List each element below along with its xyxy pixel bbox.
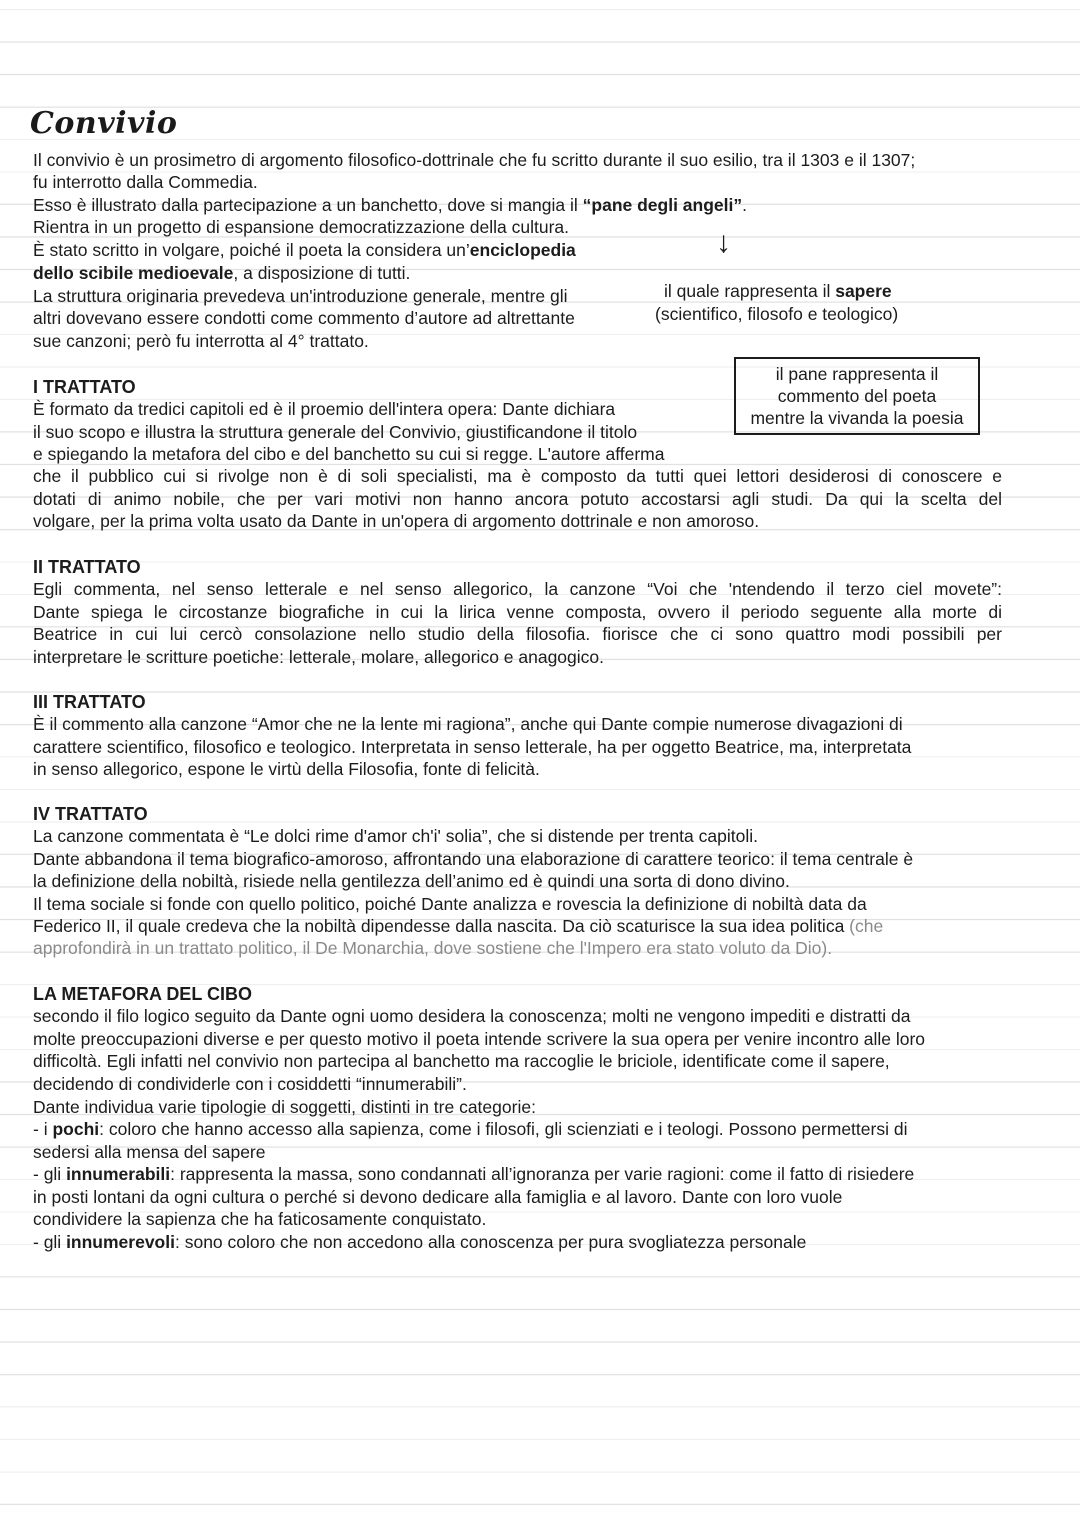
body-line: interpretare le scritture poetiche: letterale, molare, allegorico e anagogico. (33, 647, 605, 667)
body-line: È il commento alla canzone “Amor che ne la lente mi ragiona”, anche qui Dante compie numerose divagazioni di (33, 714, 903, 734)
body-line: decidendo di condividerle con i cosiddetti “innumerabili”. (33, 1074, 467, 1094)
body-line: La canzone commentata è “Le dolci rime d'amor ch'i' solia”, che si distende per trenta capitoli. (33, 826, 758, 846)
page-title: Convivio (30, 106, 178, 141)
section-heading: IV TRATTATO (33, 804, 148, 824)
intro-line: La struttura originaria prevedeva un'introduzione generale, mentre gli (33, 286, 568, 306)
note-box (734, 357, 980, 435)
list-item: - i pochi: coloro che hanno accesso alla sapienza, come i filosofi, gli scienziati e i teologi. Possono permettersi di (33, 1119, 908, 1139)
intro-line: È stato scritto in volgare, poiché il poeta la considera un’enciclopedia (33, 240, 576, 260)
note-box-line: mentre la vivanda la poesia (750, 408, 964, 428)
section-heading: II TRATTATO (33, 557, 141, 577)
body-line: Beatrice in cui lui cercò consolazione nello studio della filosofia. fiorisce che ci sono quattro modi possibili per (33, 624, 1002, 644)
body-line: dotati di animo nobile, che per vari motivi non hanno ancora potuto accostarsi agli studi. Da qui la scelta del (33, 489, 1002, 509)
note-box-line: commento del poeta (777, 386, 937, 406)
body-line: e spiegando la metafora del cibo e del banchetto su cui si regge. L'autore afferma (33, 444, 665, 464)
body-line: il suo scopo e illustra la struttura generale del Convivio, giustificandone il titolo (33, 422, 638, 442)
body-line: che il pubblico cui si rivolge non è di soli specialisti, ma è composto da tutti quei lettori desiderosi di conoscere e (33, 466, 1002, 486)
side-note: il quale rappresenta il sapere (664, 281, 892, 301)
section-heading: LA METAFORA DEL CIBO (33, 984, 252, 1004)
section-heading: III TRATTATO (33, 692, 146, 712)
intro-line: Rientra in un progetto di espansione democratizzazione della cultura. (33, 217, 570, 237)
intro-line: altri dovevano essere condotti come commento d’autore ad altrettante (33, 308, 575, 328)
list-item: - gli innumerevoli: sono coloro che non accedono alla conoscenza per pura svogliatezza personale (33, 1232, 807, 1252)
intro-line: Esso è illustrato dalla partecipazione a un banchetto, dove si mangia il “pane degli angeli”. (33, 195, 747, 215)
intro-line: dello scibile medioevale, a disposizione di tutti. (33, 263, 411, 283)
list-item: - gli innumerabili: rappresenta la massa, sono condannati all’ignoranza per varie ragioni: come il fatto di risiedere (33, 1164, 915, 1184)
intro-line: sue canzoni; però fu interrotta al 4° trattato. (33, 331, 369, 351)
body-line: sedersi alla mensa del sapere (33, 1142, 266, 1162)
body-line: condividere la sapienza che ha faticosamente conquistato. (33, 1209, 487, 1229)
body-line: Federico II, il quale credeva che la nobiltà dipendesse dalla nascita. Da ciò scaturisce la sua idea politica (che (33, 916, 884, 936)
body-line: in senso allegorico, espone le virtù della Filosofia, fonte di felicità. (33, 759, 540, 779)
section-heading: I TRATTATO (33, 377, 136, 397)
body-line: difficoltà. Egli infatti nel convivio non partecipa al banchetto ma raccoglie le briciole, identificate come il sapere, (33, 1051, 890, 1071)
body-line: volgare, per la prima volta usato da Dante in un'opera di argomento dottrinale e non amoroso. (33, 511, 760, 531)
body-line: Il tema sociale si fonde con quello politico, poiché Dante analizza e rovescia la definizione di nobiltà data da (33, 894, 867, 914)
body-line: Dante abbandona il tema biografico-amoroso, affrontando una elaborazione di carattere teorico: il tema centrale è (33, 849, 914, 869)
body-line: in posti lontani da ogni cultura o perché si devono dedicare alla famiglia e al lavoro. Dante con loro vuole (33, 1187, 843, 1207)
body-line: È formato da tredici capitoli ed è il proemio dell'intera opera: Dante dichiara (33, 399, 616, 419)
body-line: Egli commenta, nel senso letterale e nel senso allegorico, la canzone “Voi che 'ntendendo il terzo ciel movete”: (33, 579, 1002, 599)
down-arrow-icon: ↓ (716, 226, 731, 259)
body-line: Dante individua varie tipologie di soggetti, distinti in tre categorie: (33, 1097, 536, 1117)
intro-line: fu interrotto dalla Commedia. (33, 172, 258, 192)
body-line: Dante spiega le circostanze biografiche in cui la lirica venne composta, ovvero il periodo seguente alla morte di (33, 602, 1002, 622)
body-line: la definizione della nobiltà, risiede nella gentilezza dell’animo ed è quindi una sorta di dono divino. (33, 871, 790, 891)
body-line: carattere scientifico, filosofico e teologico. Interpretata in senso letterale, ha per oggetto Beatrice, ma, interpretata (33, 737, 912, 757)
body-line: approfondirà in un trattato politico, il De Monarchia, dove sostiene che l'Impero era stato voluto da Dio). (33, 938, 833, 958)
note-box-line: il pane rappresenta il (775, 364, 939, 384)
body-line: secondo il filo logico seguito da Dante ogni uomo desidera la conoscenza; molti ne vengono impediti e distratti da (33, 1006, 911, 1026)
intro-line: Il convivio è un prosimetro di argomento filosofico-dottrinale che fu scritto durante il suo esilio, tra il 1303 e il 1307; (33, 150, 916, 170)
side-note: (scientifico, filosofo e teologico) (655, 304, 899, 324)
body-line: molte preoccupazioni diverse e per questo motivo il poeta intende scrivere la sua opera per venire incontro alle loro (33, 1029, 926, 1049)
